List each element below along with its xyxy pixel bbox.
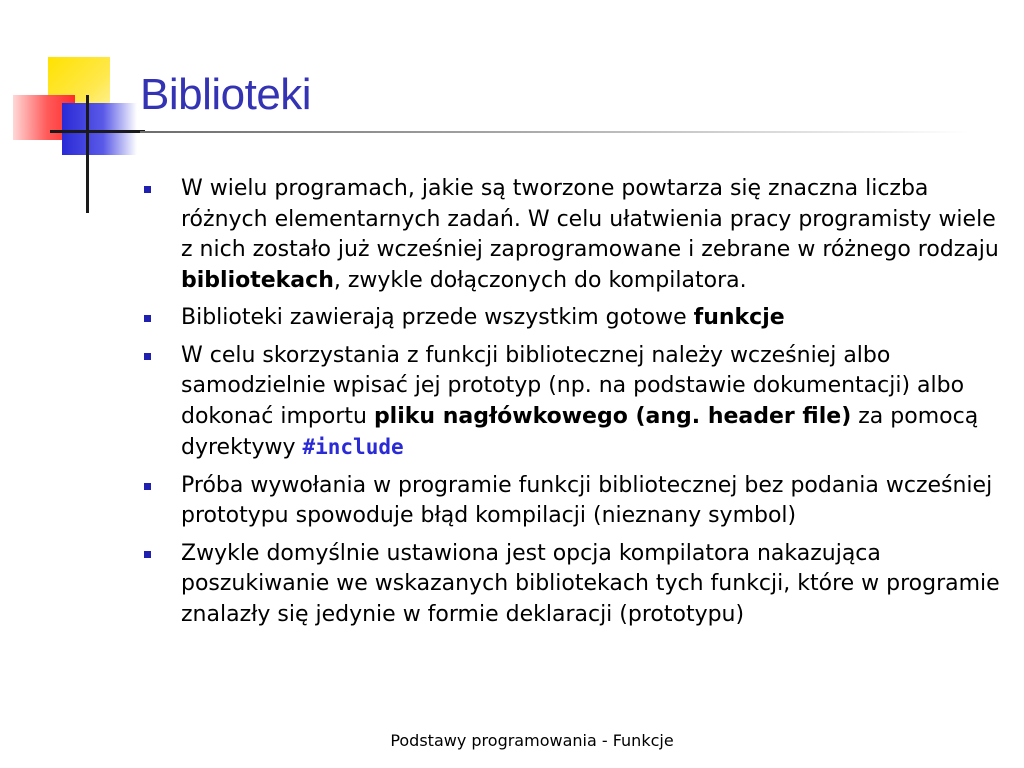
bullet-item bbox=[142, 539, 1002, 631]
title-underline bbox=[140, 131, 970, 133]
bullet-marker-icon bbox=[144, 186, 151, 193]
bullet-text: Biblioteki zawierają przede wszystkim gotowe bbox=[181, 305, 694, 330]
bullet-item bbox=[142, 303, 1002, 334]
decorative-squares-logo bbox=[0, 0, 150, 220]
bullet-text: W wielu programach, jakie są tworzone powtarza się znaczna liczba różnych elementarnych zadań. W celu ułatwienia pracy programisty wiele z nich zostało już wcześniej zaprogramowane i zebrane w różnego rodzaju bbox=[181, 176, 999, 262]
slide-title: Biblioteki bbox=[140, 70, 312, 119]
bullet-marker-icon bbox=[144, 483, 151, 490]
bullet-bold-text: bibliotekach bbox=[181, 267, 334, 293]
bullet-item bbox=[142, 471, 1002, 532]
bullet-text: za pomocą dyrektywy bbox=[181, 403, 979, 460]
logo-horizontal-line bbox=[50, 130, 145, 133]
bullet-item bbox=[142, 341, 1002, 464]
logo-blue-square bbox=[62, 103, 137, 155]
bullet-item bbox=[142, 174, 1002, 296]
logo-vertical-line bbox=[86, 95, 89, 213]
bullet-marker-icon bbox=[144, 315, 151, 322]
bullet-marker-icon bbox=[144, 551, 151, 558]
bullet-list bbox=[142, 174, 1002, 637]
include-directive-code: #include bbox=[302, 435, 404, 459]
bullet-text: W celu skorzystania z funkcji bibliotecznej należy wcześniej albo samodzielnie wpisać jej prototyp (np. na podstawie dokumentacji) albo dokonać importu bbox=[181, 342, 965, 429]
bullet-marker-icon bbox=[144, 353, 151, 360]
bullet-bold-text: pliku nagłówkowego (ang. header file) bbox=[373, 403, 852, 429]
bullet-bold-text: funkcje bbox=[693, 305, 785, 330]
bullet-text: Próba wywołania w programie funkcji bibliotecznej bez podania wcześniej prototypu spowoduje błąd kompilacji (nieznany symbol) bbox=[181, 472, 993, 528]
slide-footer: Podstawy programowania - Funkcje bbox=[390, 731, 674, 750]
bullet-text: Zwykle domyślnie ustawiona jest opcja kompilatora nakazująca poszukiwanie we wskazanych bibliotekach tych funkcji, które w programie znalazły się jedynie w formie deklaracji (prototypu) bbox=[181, 540, 1000, 627]
bullet-text: , zwykle dołączonych do kompilatora. bbox=[333, 267, 747, 293]
